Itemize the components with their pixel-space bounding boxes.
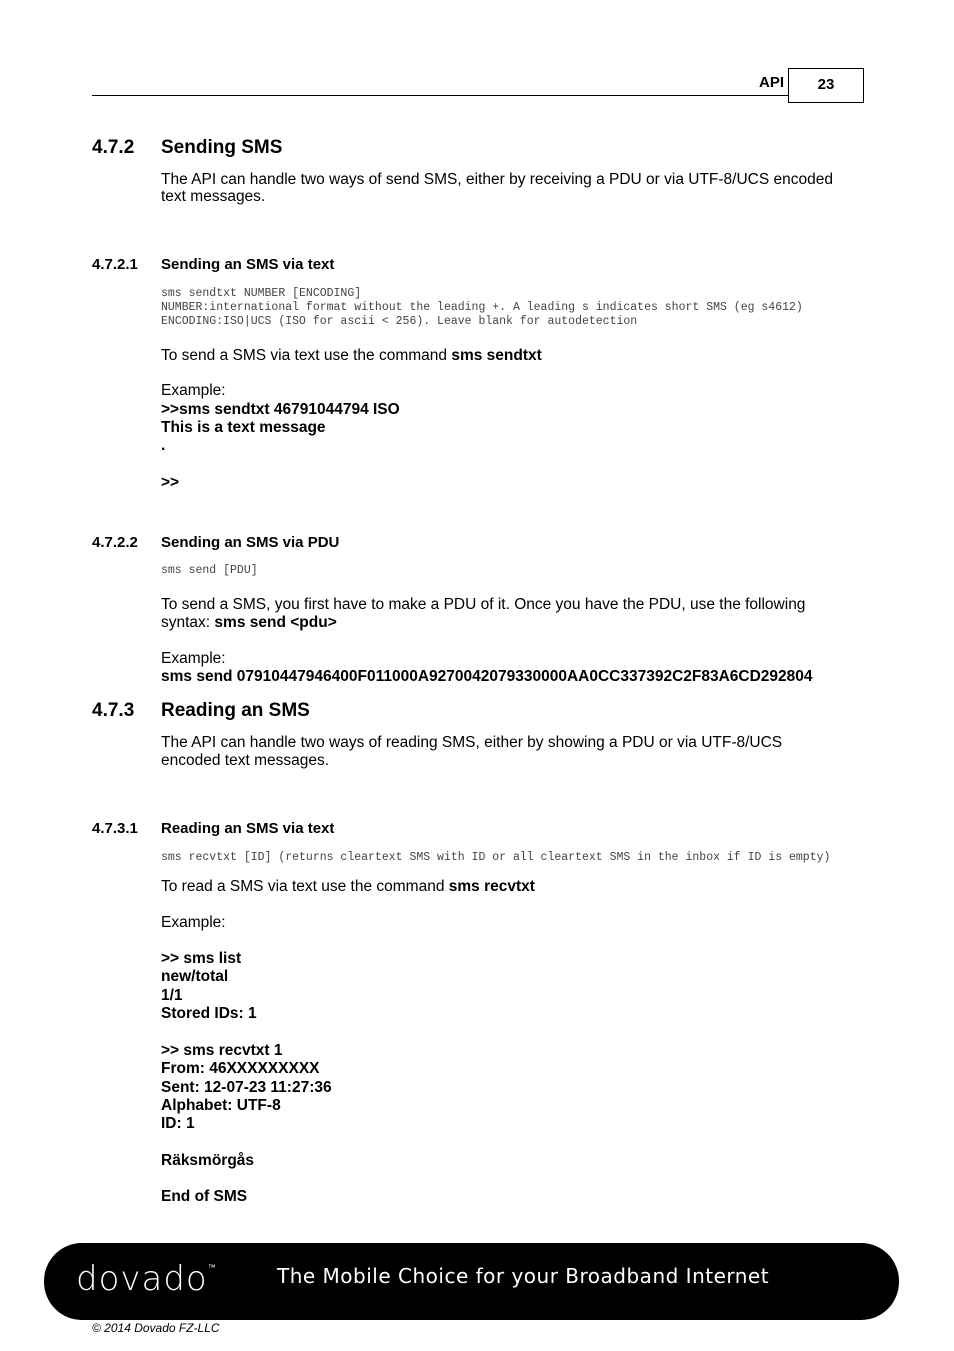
paragraph-line: The API can handle two ways of send SMS, either by receiving a PDU or via UTF-8/UCS encoded bbox=[161, 171, 833, 188]
paragraph-line: encoded text messages. bbox=[161, 752, 330, 769]
example-line: Stored IDs: 1 bbox=[161, 1005, 257, 1022]
subsection-title: Sending an SMS via text bbox=[161, 256, 335, 273]
example-line: End of SMS bbox=[161, 1188, 248, 1205]
code-line: NUMBER:international format without the leading +. A leading s indicates short SMS (eg s4612) bbox=[161, 301, 803, 314]
section-number: 4.7.3 bbox=[92, 700, 135, 721]
dovado-logo bbox=[76, 1259, 217, 1299]
footer-tagline: The Mobile Choice for your Broadband Internet bbox=[277, 1264, 770, 1288]
code-line: sms recvtxt [ID] (returns cleartext SMS with ID or all cleartext SMS in the inbox if ID is empty) bbox=[161, 851, 831, 864]
subsection-title: Sending an SMS via PDU bbox=[161, 534, 340, 551]
example-line: >>sms sendtxt 46791044794 ISO bbox=[161, 401, 400, 418]
page-number: 23 bbox=[788, 68, 864, 103]
example-line: Sent: 12-07-23 11:27:36 bbox=[161, 1079, 332, 1096]
paragraph-line bbox=[161, 614, 337, 631]
subsection-title: Reading an SMS via text bbox=[161, 820, 335, 837]
paragraph-text: syntax: bbox=[161, 614, 215, 631]
example-line: . bbox=[161, 437, 166, 454]
example-line: Alphabet: UTF-8 bbox=[161, 1097, 281, 1114]
example-line: >> bbox=[161, 474, 180, 491]
section-number: 4.7.2 bbox=[92, 137, 135, 158]
example-line: 1/1 bbox=[161, 987, 183, 1004]
code-line: sms send [PDU] bbox=[161, 564, 258, 577]
example-line: >> sms recvtxt 1 bbox=[161, 1042, 283, 1059]
section-title: Sending SMS bbox=[161, 137, 283, 158]
example-line: >> sms list bbox=[161, 950, 242, 967]
paragraph-line bbox=[161, 878, 535, 895]
command-name: sms send <pdu> bbox=[214, 614, 337, 631]
paragraph-line bbox=[161, 347, 542, 364]
footer-banner bbox=[44, 1243, 899, 1320]
code-line: ENCODING:ISO|UCS (ISO for ascii < 256). Leave blank for autodetection bbox=[161, 315, 638, 328]
example-line: new/total bbox=[161, 968, 229, 985]
example-line: ID: 1 bbox=[161, 1115, 195, 1132]
subsection-number: 4.7.2.2 bbox=[92, 534, 138, 551]
command-name: sms sendtxt bbox=[451, 347, 542, 364]
example-label: Example: bbox=[161, 382, 226, 399]
example-line: This is a text message bbox=[161, 419, 326, 436]
code-line: sms sendtxt NUMBER [ENCODING] bbox=[161, 287, 362, 300]
example-line: From: 46XXXXXXXXX bbox=[161, 1060, 320, 1077]
header-rule bbox=[92, 95, 788, 96]
paragraph-line: The API can handle two ways of reading SMS, either by showing a PDU or via UTF-8/UCS bbox=[161, 734, 783, 751]
logo-text: dovado bbox=[76, 1259, 208, 1299]
paragraph-text: To send a SMS via text use the command bbox=[161, 347, 452, 364]
subsection-number: 4.7.3.1 bbox=[92, 820, 138, 837]
paragraph-line: text messages. bbox=[161, 188, 266, 205]
example-line: Räksmörgås bbox=[161, 1152, 255, 1169]
trademark-mark: ™ bbox=[207, 1263, 217, 1272]
section-title: Reading an SMS bbox=[161, 700, 310, 721]
example-line: sms send 07910447946400F011000A9270042079330000AA0CC337392C2F83A6CD292804 bbox=[161, 668, 813, 685]
example-label: Example: bbox=[161, 650, 226, 667]
example-label: Example: bbox=[161, 914, 226, 931]
paragraph-line: To send a SMS, you first have to make a PDU of it. Once you have the PDU, use the following bbox=[161, 596, 806, 613]
subsection-number: 4.7.2.1 bbox=[92, 256, 138, 273]
paragraph-text: To read a SMS via text use the command bbox=[161, 878, 449, 895]
running-header-section: API bbox=[758, 74, 784, 91]
command-name: sms recvtxt bbox=[448, 878, 535, 895]
copyright: © 2014 Dovado FZ-LLC bbox=[92, 1321, 220, 1335]
